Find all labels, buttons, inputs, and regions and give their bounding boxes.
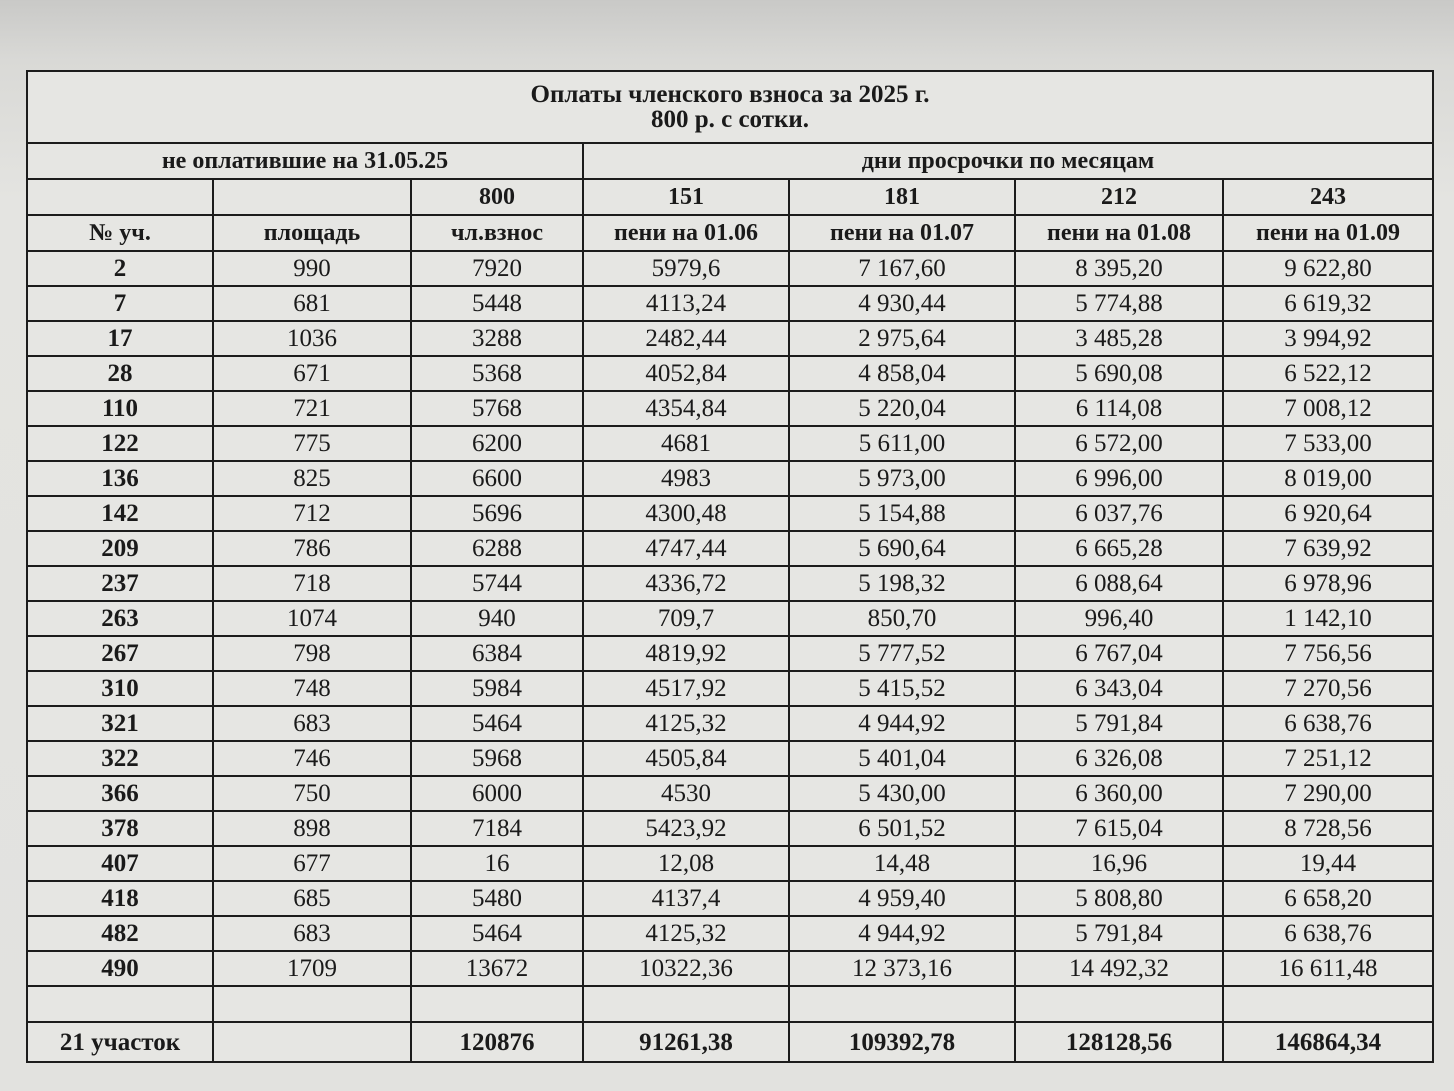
area-cell: 798 — [213, 636, 411, 671]
area-cell: 1036 — [213, 321, 411, 356]
penalty-0107-cell: 12 373,16 — [789, 951, 1015, 986]
penalty-0109-cell: 7 008,12 — [1223, 391, 1433, 426]
area-cell: 786 — [213, 531, 411, 566]
plot-number-cell: 310 — [27, 671, 213, 706]
table-row — [27, 881, 1433, 916]
area-cell: 677 — [213, 846, 411, 881]
rate-header: 800 — [411, 179, 583, 215]
area-cell: 683 — [213, 916, 411, 951]
fee-cell: 6384 — [411, 636, 583, 671]
area-cell: 681 — [213, 286, 411, 321]
penalty-0107-cell: 5 690,64 — [789, 531, 1015, 566]
empty-header-cell — [27, 179, 213, 215]
penalty-0106-cell: 4505,84 — [583, 741, 789, 776]
area-cell: 898 — [213, 811, 411, 846]
area-cell: 1709 — [213, 951, 411, 986]
penalty-0108-cell: 5 791,84 — [1015, 916, 1223, 951]
empty-cell — [27, 986, 213, 1022]
fee-cell: 5744 — [411, 566, 583, 601]
column-header-penalty: пени на 01.06 — [583, 215, 789, 251]
area-cell: 748 — [213, 671, 411, 706]
penalty-0108-cell: 996,40 — [1015, 601, 1223, 636]
plot-number-cell: 490 — [27, 951, 213, 986]
fee-cell: 13672 — [411, 951, 583, 986]
area-cell: 718 — [213, 566, 411, 601]
penalty-0109-cell: 7 251,12 — [1223, 741, 1433, 776]
penalty-0109-cell: 1 142,10 — [1223, 601, 1433, 636]
penalty-0106-cell: 4336,72 — [583, 566, 789, 601]
total-value: 91261,38 — [583, 1022, 789, 1062]
table-row — [27, 951, 1433, 986]
penalty-0109-cell: 8 728,56 — [1223, 811, 1433, 846]
table-row — [27, 426, 1433, 461]
penalty-0107-cell: 850,70 — [789, 601, 1015, 636]
plot-number-cell: 418 — [27, 881, 213, 916]
table-row — [27, 496, 1433, 531]
penalty-0108-cell: 6 088,64 — [1015, 566, 1223, 601]
penalty-0107-cell: 14,48 — [789, 846, 1015, 881]
penalty-0108-cell: 6 326,08 — [1015, 741, 1223, 776]
penalty-0107-cell: 5 198,32 — [789, 566, 1015, 601]
penalty-0108-cell: 16,96 — [1015, 846, 1223, 881]
table-row — [27, 601, 1433, 636]
empty-cell — [213, 1022, 411, 1062]
plot-number-cell: 407 — [27, 846, 213, 881]
penalty-0109-cell: 6 978,96 — [1223, 566, 1433, 601]
penalty-0107-cell: 4 930,44 — [789, 286, 1015, 321]
penalty-0108-cell: 6 996,00 — [1015, 461, 1223, 496]
penalty-0106-cell: 2482,44 — [583, 321, 789, 356]
empty-cell — [1223, 986, 1433, 1022]
penalty-0106-cell: 5979,6 — [583, 251, 789, 286]
penalty-0108-cell: 5 690,08 — [1015, 356, 1223, 391]
table-row — [27, 706, 1433, 741]
empty-cell — [789, 986, 1015, 1022]
penalty-0107-cell: 7 167,60 — [789, 251, 1015, 286]
penalty-0108-cell: 6 360,00 — [1015, 776, 1223, 811]
penalty-0109-cell: 7 639,92 — [1223, 531, 1433, 566]
penalty-0106-cell: 4530 — [583, 776, 789, 811]
column-header-area: площадь — [213, 215, 411, 251]
area-cell: 825 — [213, 461, 411, 496]
table-row — [27, 251, 1433, 286]
plot-number-cell: 17 — [27, 321, 213, 356]
table-row — [27, 741, 1433, 776]
penalty-0108-cell: 6 037,76 — [1015, 496, 1223, 531]
penalty-0108-cell: 5 774,88 — [1015, 286, 1223, 321]
table-row — [27, 356, 1433, 391]
plot-number-cell: 136 — [27, 461, 213, 496]
penalty-0107-cell: 5 973,00 — [789, 461, 1015, 496]
area-cell: 721 — [213, 391, 411, 426]
fee-cell: 7184 — [411, 811, 583, 846]
penalty-0107-cell: 5 611,00 — [789, 426, 1015, 461]
empty-cell — [583, 986, 789, 1022]
empty-header-cell — [213, 179, 411, 215]
table-row — [27, 916, 1433, 951]
empty-cell — [1015, 986, 1223, 1022]
plot-number-cell: 322 — [27, 741, 213, 776]
penalty-0108-cell: 6 665,28 — [1015, 531, 1223, 566]
penalty-0109-cell: 7 270,56 — [1223, 671, 1433, 706]
fee-cell: 5464 — [411, 916, 583, 951]
fee-cell: 6600 — [411, 461, 583, 496]
table-row — [27, 391, 1433, 426]
penalty-0107-cell: 5 777,52 — [789, 636, 1015, 671]
table-row — [27, 636, 1433, 671]
plot-number-cell: 2 — [27, 251, 213, 286]
area-cell: 685 — [213, 881, 411, 916]
total-label: 21 участок — [27, 1022, 213, 1062]
penalty-0106-cell: 4354,84 — [583, 391, 789, 426]
penalty-0108-cell: 6 343,04 — [1015, 671, 1223, 706]
penalty-0106-cell: 4052,84 — [583, 356, 789, 391]
plot-number-cell: 142 — [27, 496, 213, 531]
fee-cell: 5968 — [411, 741, 583, 776]
fee-cell: 3288 — [411, 321, 583, 356]
plot-number-cell: 237 — [27, 566, 213, 601]
penalty-0109-cell: 6 658,20 — [1223, 881, 1433, 916]
penalty-0109-cell: 7 533,00 — [1223, 426, 1433, 461]
penalty-0107-cell: 5 430,00 — [789, 776, 1015, 811]
fee-cell: 16 — [411, 846, 583, 881]
penalty-0108-cell: 14 492,32 — [1015, 951, 1223, 986]
penalty-0109-cell: 6 522,12 — [1223, 356, 1433, 391]
penalty-0109-cell: 6 638,76 — [1223, 706, 1433, 741]
table-row — [27, 286, 1433, 321]
penalty-0109-cell: 6 920,64 — [1223, 496, 1433, 531]
empty-cell — [213, 986, 411, 1022]
penalty-0107-cell: 5 415,52 — [789, 671, 1015, 706]
days-header: 212 — [1015, 179, 1223, 215]
penalty-0109-cell: 6 638,76 — [1223, 916, 1433, 951]
column-header-fee: чл.взнос — [411, 215, 583, 251]
penalty-0107-cell: 5 154,88 — [789, 496, 1015, 531]
penalty-0106-cell: 4125,32 — [583, 706, 789, 741]
table-row — [27, 321, 1433, 356]
penalty-0106-cell: 4819,92 — [583, 636, 789, 671]
penalty-0107-cell: 6 501,52 — [789, 811, 1015, 846]
fee-cell: 940 — [411, 601, 583, 636]
fee-cell: 5448 — [411, 286, 583, 321]
penalty-0109-cell: 16 611,48 — [1223, 951, 1433, 986]
penalty-0107-cell: 2 975,64 — [789, 321, 1015, 356]
fee-cell: 6288 — [411, 531, 583, 566]
fee-cell: 5984 — [411, 671, 583, 706]
penalty-0108-cell: 6 114,08 — [1015, 391, 1223, 426]
area-cell: 746 — [213, 741, 411, 776]
table-row — [27, 846, 1433, 881]
total-value: 128128,56 — [1015, 1022, 1223, 1062]
penalty-0109-cell: 3 994,92 — [1223, 321, 1433, 356]
penalty-0109-cell: 7 756,56 — [1223, 636, 1433, 671]
empty-cell — [411, 986, 583, 1022]
column-header-penalty: пени на 01.07 — [789, 215, 1015, 251]
penalty-0108-cell: 3 485,28 — [1015, 321, 1223, 356]
area-cell: 750 — [213, 776, 411, 811]
penalty-0109-cell: 9 622,80 — [1223, 251, 1433, 286]
plot-number-cell: 366 — [27, 776, 213, 811]
penalty-0106-cell: 4137,4 — [583, 881, 789, 916]
table-row — [27, 531, 1433, 566]
total-value: 146864,34 — [1223, 1022, 1433, 1062]
area-cell: 683 — [213, 706, 411, 741]
plot-number-cell: 263 — [27, 601, 213, 636]
plot-number-cell: 28 — [27, 356, 213, 391]
penalty-0107-cell: 5 220,04 — [789, 391, 1015, 426]
fee-cell: 5368 — [411, 356, 583, 391]
penalty-0107-cell: 5 401,04 — [789, 741, 1015, 776]
total-value: 120876 — [411, 1022, 583, 1062]
penalty-0109-cell: 6 619,32 — [1223, 286, 1433, 321]
penalty-0106-cell: 4300,48 — [583, 496, 789, 531]
group-header-overdue-days: дни просрочки по месяцам — [583, 143, 1433, 179]
table-row — [27, 461, 1433, 496]
days-header: 181 — [789, 179, 1015, 215]
column-header-penalty: пени на 01.08 — [1015, 215, 1223, 251]
penalty-0106-cell: 5423,92 — [583, 811, 789, 846]
total-value: 109392,78 — [789, 1022, 1015, 1062]
plot-number-cell: 110 — [27, 391, 213, 426]
penalty-0108-cell: 7 615,04 — [1015, 811, 1223, 846]
penalty-0106-cell: 4125,32 — [583, 916, 789, 951]
plot-number-cell: 482 — [27, 916, 213, 951]
column-header-penalty: пени на 01.09 — [1223, 215, 1433, 251]
column-header-plot: № уч. — [27, 215, 213, 251]
fee-cell: 5696 — [411, 496, 583, 531]
penalty-0109-cell: 7 290,00 — [1223, 776, 1433, 811]
table-row — [27, 671, 1433, 706]
penalty-0106-cell: 4113,24 — [583, 286, 789, 321]
penalty-0108-cell: 6 767,04 — [1015, 636, 1223, 671]
penalty-0107-cell: 4 858,04 — [789, 356, 1015, 391]
title-line-2: 800 р. с сотки. — [650, 106, 810, 133]
table-row — [27, 776, 1433, 811]
days-header: 243 — [1223, 179, 1433, 215]
penalty-0106-cell: 709,7 — [583, 601, 789, 636]
plot-number-cell: 321 — [27, 706, 213, 741]
penalty-0107-cell: 4 944,92 — [789, 706, 1015, 741]
table-row — [27, 566, 1433, 601]
penalty-0106-cell: 10322,36 — [583, 951, 789, 986]
plot-number-cell: 378 — [27, 811, 213, 846]
penalty-0106-cell: 4983 — [583, 461, 789, 496]
penalty-0106-cell: 4681 — [583, 426, 789, 461]
plot-number-cell: 267 — [27, 636, 213, 671]
area-cell: 1074 — [213, 601, 411, 636]
plot-number-cell: 7 — [27, 286, 213, 321]
group-header-unpaid: не оплатившие на 31.05.25 — [27, 143, 583, 179]
days-header: 151 — [583, 179, 789, 215]
penalty-0108-cell: 5 791,84 — [1015, 706, 1223, 741]
fees-table — [26, 70, 1434, 1063]
penalty-0106-cell: 4517,92 — [583, 671, 789, 706]
penalty-0107-cell: 4 944,92 — [789, 916, 1015, 951]
table-title — [27, 71, 1433, 143]
table-row — [27, 811, 1433, 846]
plot-number-cell: 209 — [27, 531, 213, 566]
area-cell: 990 — [213, 251, 411, 286]
penalty-0108-cell: 5 808,80 — [1015, 881, 1223, 916]
fee-cell: 5480 — [411, 881, 583, 916]
area-cell: 775 — [213, 426, 411, 461]
fee-cell: 6200 — [411, 426, 583, 461]
area-cell: 712 — [213, 496, 411, 531]
fee-cell: 7920 — [411, 251, 583, 286]
penalty-0107-cell: 4 959,40 — [789, 881, 1015, 916]
penalty-0106-cell: 12,08 — [583, 846, 789, 881]
fee-cell: 5768 — [411, 391, 583, 426]
totals-row — [27, 1022, 1433, 1062]
penalty-0108-cell: 6 572,00 — [1015, 426, 1223, 461]
penalty-0108-cell: 8 395,20 — [1015, 251, 1223, 286]
plot-number-cell: 122 — [27, 426, 213, 461]
penalty-0106-cell: 4747,44 — [583, 531, 789, 566]
empty-row — [27, 986, 1433, 1022]
fee-cell: 6000 — [411, 776, 583, 811]
penalty-0109-cell: 19,44 — [1223, 846, 1433, 881]
title-line-1: Оплаты членского взноса за 2025 г. — [530, 81, 930, 108]
area-cell: 671 — [213, 356, 411, 391]
penalty-0109-cell: 8 019,00 — [1223, 461, 1433, 496]
fee-cell: 5464 — [411, 706, 583, 741]
